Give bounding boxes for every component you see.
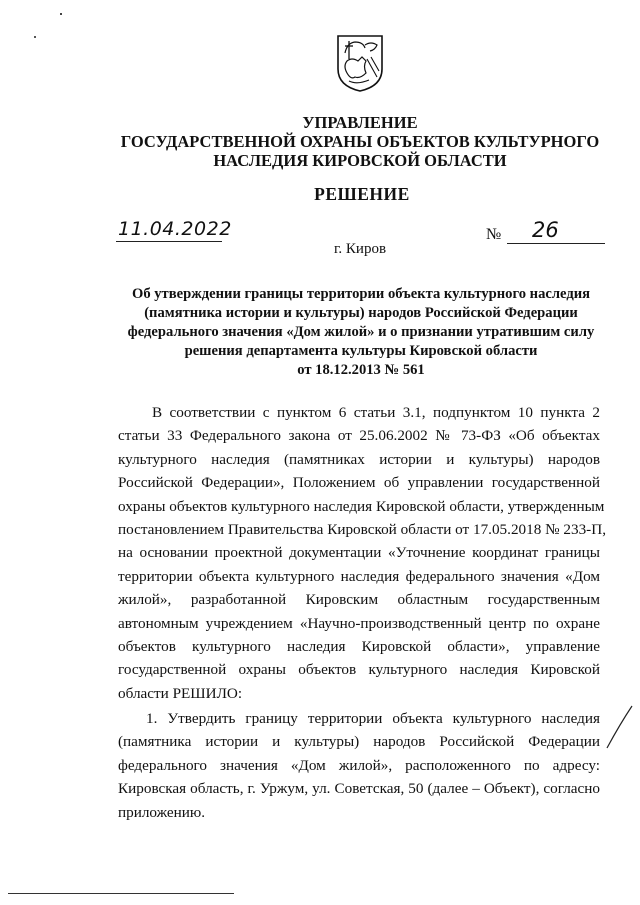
scan-speck xyxy=(34,36,36,38)
subject-line: (памятника истории и культуры) народов Российской Федерации xyxy=(144,305,578,321)
number-label: № xyxy=(486,226,502,243)
preamble-paragraph xyxy=(118,401,607,705)
authority-line: ГОСУДАРСТВЕННОЙ ОХРАНЫ ОБЪЕКТОВ КУЛЬТУРНОГО xyxy=(120,132,600,151)
text-line: федерального значения «Дом жилой», расположенного по адресу: xyxy=(118,756,600,774)
text-line: Российской Федерации», Положением об управлении государственной xyxy=(118,474,600,492)
subject-line: федерального значения «Дом жилой» и о признании утратившим силу xyxy=(127,324,595,340)
authority-line: УПРАВЛЕНИЕ xyxy=(302,113,418,132)
city: г. Киров xyxy=(333,241,387,257)
subject-line: Об утверждении границы территории объекта культурного наследия xyxy=(131,286,591,302)
number-underline xyxy=(507,243,605,244)
text-line: жилой», разработанной Кировским областным государственным xyxy=(118,591,600,609)
text-line: постановлением Правительства Кировской области от 17.05.2018 № 233-П, xyxy=(118,520,607,538)
text-line: (памятника истории и культуры) народов Российской Федерации xyxy=(118,733,600,751)
text-line: на основании проектной документации «Уточнение координат границы xyxy=(118,544,600,562)
document-type: РЕШЕНИЕ xyxy=(314,184,410,204)
text-line: автономным учреждением «Научно-производственный центр по охране xyxy=(118,614,600,632)
handwritten-number: 26 xyxy=(532,218,559,242)
text-line: Кировская область, г. Уржум, ул. Советская, 50 (далее – Объект), согласно xyxy=(118,780,600,798)
date-underline xyxy=(116,241,222,242)
text-line: территории объекта культурного наследия федерального значения «Дом xyxy=(118,567,600,585)
subject-line: от 18.12.2013 № 561 xyxy=(297,362,425,378)
text-line: 1. Утвердить границу территории объекта культурного наследия xyxy=(146,710,600,728)
footnote-rule xyxy=(8,893,234,894)
issuing-authority xyxy=(110,113,610,170)
decision-subject xyxy=(118,285,604,380)
text-line: объектов культурного наследия Кировской области», управление xyxy=(118,637,600,655)
kirov-region-coat-of-arms-icon xyxy=(335,33,385,93)
text-line: статьи 33 Федерального закона от 25.06.2002 № 73-ФЗ «Об объектах xyxy=(118,427,600,445)
authority-line: НАСЛЕДИЯ КИРОВСКОЙ ОБЛАСТИ xyxy=(213,151,507,170)
subject-line: решения департамента культуры Кировской области xyxy=(184,343,538,359)
decision-body xyxy=(118,401,607,824)
handwritten-date: 11.04.2022 xyxy=(118,218,232,240)
text-line: области РЕШИЛО: xyxy=(118,684,243,702)
text-line: В соответствии с пунктом 6 статьи 3.1, подпунктом 10 пункта 2 xyxy=(152,404,600,421)
margin-pen-mark xyxy=(604,704,634,754)
text-line: культурного наследия (памятниках истории и культуры) народов xyxy=(118,450,600,468)
text-line: государственной охраны объектов культурного наследия Кировской xyxy=(118,661,600,679)
text-line: охраны объектов культурного наследия Кировской области, утвержденным xyxy=(118,497,605,515)
item-1-paragraph xyxy=(118,707,600,824)
scan-speck xyxy=(60,13,62,15)
text-line: приложению. xyxy=(118,803,206,821)
